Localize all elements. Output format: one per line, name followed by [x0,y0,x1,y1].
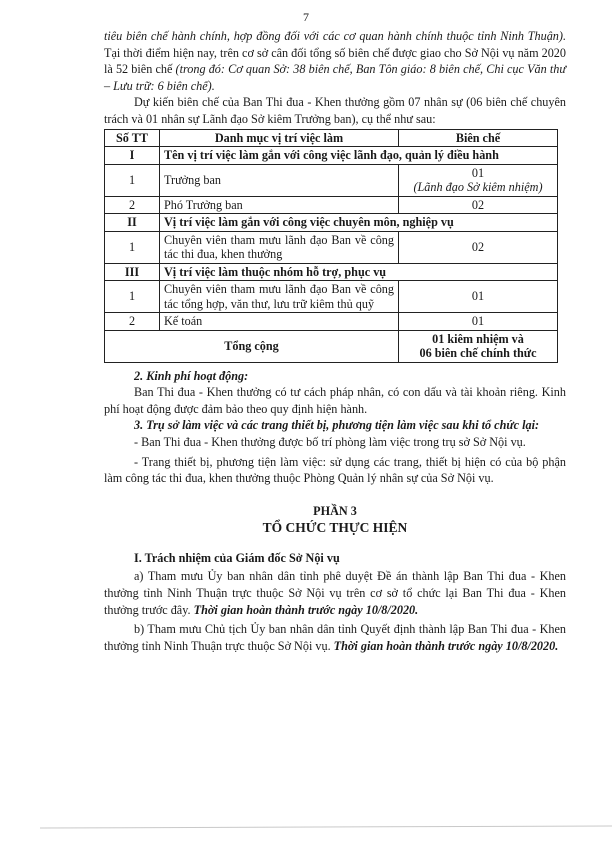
section-row-2 [105,214,558,232]
item-a-text: a) Tham mưu Ủy ban nhân dân tỉnh phê duyệt Đề án thành lập Ban Thi đua - Khen thưởng tỉnh Ninh Thuận trực thuộc Sở Nội vụ trên cơ sở tổ chức lại Ban Thi đua - Khen thưởng trước đây. [104,569,566,617]
section-2-heading: 2. Kinh phí hoạt động: [134,368,249,383]
total-line-2: 06 biên chế chính thức [419,346,537,361]
row-value-note: (Lãnh đạo Sở kiêm nhiệm) [413,180,543,195]
item-b [104,621,566,654]
item-b-deadline: Thời gian hoàn thành trước ngày 10/8/2020. [333,638,559,653]
row-value: 01 [399,281,558,313]
section-row-1 [105,147,558,165]
table-header-row [105,129,558,147]
total-value [399,330,558,362]
part-label: PHẦN 3 [313,503,357,518]
table-row [105,281,558,313]
row-num: 1 [105,281,160,313]
row-num: 2 [105,196,160,214]
section-heading: I. Trách nhiệm của Giám đốc Sở Nội vụ [134,550,340,565]
table-row [105,196,558,214]
row-value [399,164,558,196]
section-title: Vị trí việc làm gắn với công việc chuyên môn, nghiệp vụ [160,214,558,232]
staffing-table [104,129,558,363]
total-line-1: 01 kiêm nhiệm và [432,331,524,346]
table-row [105,231,558,263]
row-name: Chuyên viên tham mưu lãnh đạo Ban về công tác tổng hợp, văn thư, lưu trữ kiêm thủ quỹ [160,281,399,313]
section-3-para-1: - Ban Thi đua - Khen thưởng được bố trí phòng làm việc trong trụ sở Sở Nội vụ. [134,434,526,449]
staffing-intro: Dự kiến biên chế của Ban Thi đua - Khen thưởng gồm 07 nhân sự (06 biên chế chuyên trách và 01 nhân sự Lãnh đạo Sở kiêm Trưởng ban), cụ thể như sau: [104,95,566,126]
row-value: 02 [399,231,558,263]
intro-paragraph [104,28,566,94]
section-num: II [105,214,160,232]
total-row [105,330,558,362]
header-stt: Số TT [105,129,160,147]
item-b-text: b) Tham mưu Chủ tịch Ủy ban nhân dân tỉnh Quyết định thành lập Ban Thi đua - Khen thưởng tỉnh Ninh Thuận trực thuộc Sở Nội vụ. [104,622,566,653]
header-quota: Biên chế [399,129,558,147]
section-title: Tên vị trí việc làm gắn với công việc lãnh đạo, quản lý điều hành [160,147,558,165]
intro-italic-1: tiêu biên chế hành chính, hợp đồng đối với các cơ quan hành chính thuộc tỉnh Ninh Thuận). [104,29,566,43]
section-2-text: Ban Thi đua - Khen thưởng có tư cách pháp nhân, có con dấu và tài khoản riêng. Kinh phí hoạt động được đảm bảo theo quy định hiện hành. [104,385,566,416]
row-name: Phó Trưởng ban [160,196,399,214]
section-num: III [105,263,160,281]
table-row [105,164,558,196]
row-name: Trưởng ban [160,164,399,196]
section-3-heading: 3. Trụ sở làm việc và các trang thiết bị, phương tiện làm việc sau khi tổ chức lại: [134,418,540,433]
section-num: I [105,147,160,165]
row-name: Kế toán [160,313,399,331]
row-num: 2 [105,313,160,331]
page-number: 7 [303,10,309,24]
table-row [105,313,558,331]
row-value: 02 [399,196,558,214]
row-value-number: 01 [471,165,485,180]
header-position: Danh mục vị trí việc làm [160,129,399,147]
part-title: TỔ CHỨC THỰC HIỆN [262,519,408,535]
total-label: Tổng cộng [105,330,399,362]
row-value: 01 [399,313,558,331]
row-num: 1 [105,231,160,263]
intro-italic-2: (trong đó: Cơ quan Sở: 38 biên chế, Ban Tôn giáo: 8 biên chế, Chi cục Văn thư – Lưu trữ: 6 biên chế). [104,62,566,93]
row-num: 1 [105,164,160,196]
section-row-3 [105,263,558,281]
item-a [104,568,566,618]
section-3-para-2: - Trang thiết bị, phương tiện làm việc: sử dụng các trang, thiết bị hiện có của bộ phận làm công tác thi đua, khen thưởng thuộc Phòng Quản lý nhân sự của Sở Nội vụ. [104,454,566,486]
intro-text: Tại thời điểm hiện nay, trên cơ sở cân đối tổng số biên chế được giao cho Sở Nội vụ năm 2020 là 52 biên chế [104,45,566,77]
section-title: Vị trí việc làm thuộc nhóm hỗ trợ, phục vụ [160,263,558,281]
page-content [104,28,566,654]
item-a-deadline: Thời gian hoàn thành trước ngày 10/8/2020. [193,602,419,617]
row-name: Chuyên viên tham mưu lãnh đạo Ban về công tác thi đua, khen thưởng [160,231,399,263]
